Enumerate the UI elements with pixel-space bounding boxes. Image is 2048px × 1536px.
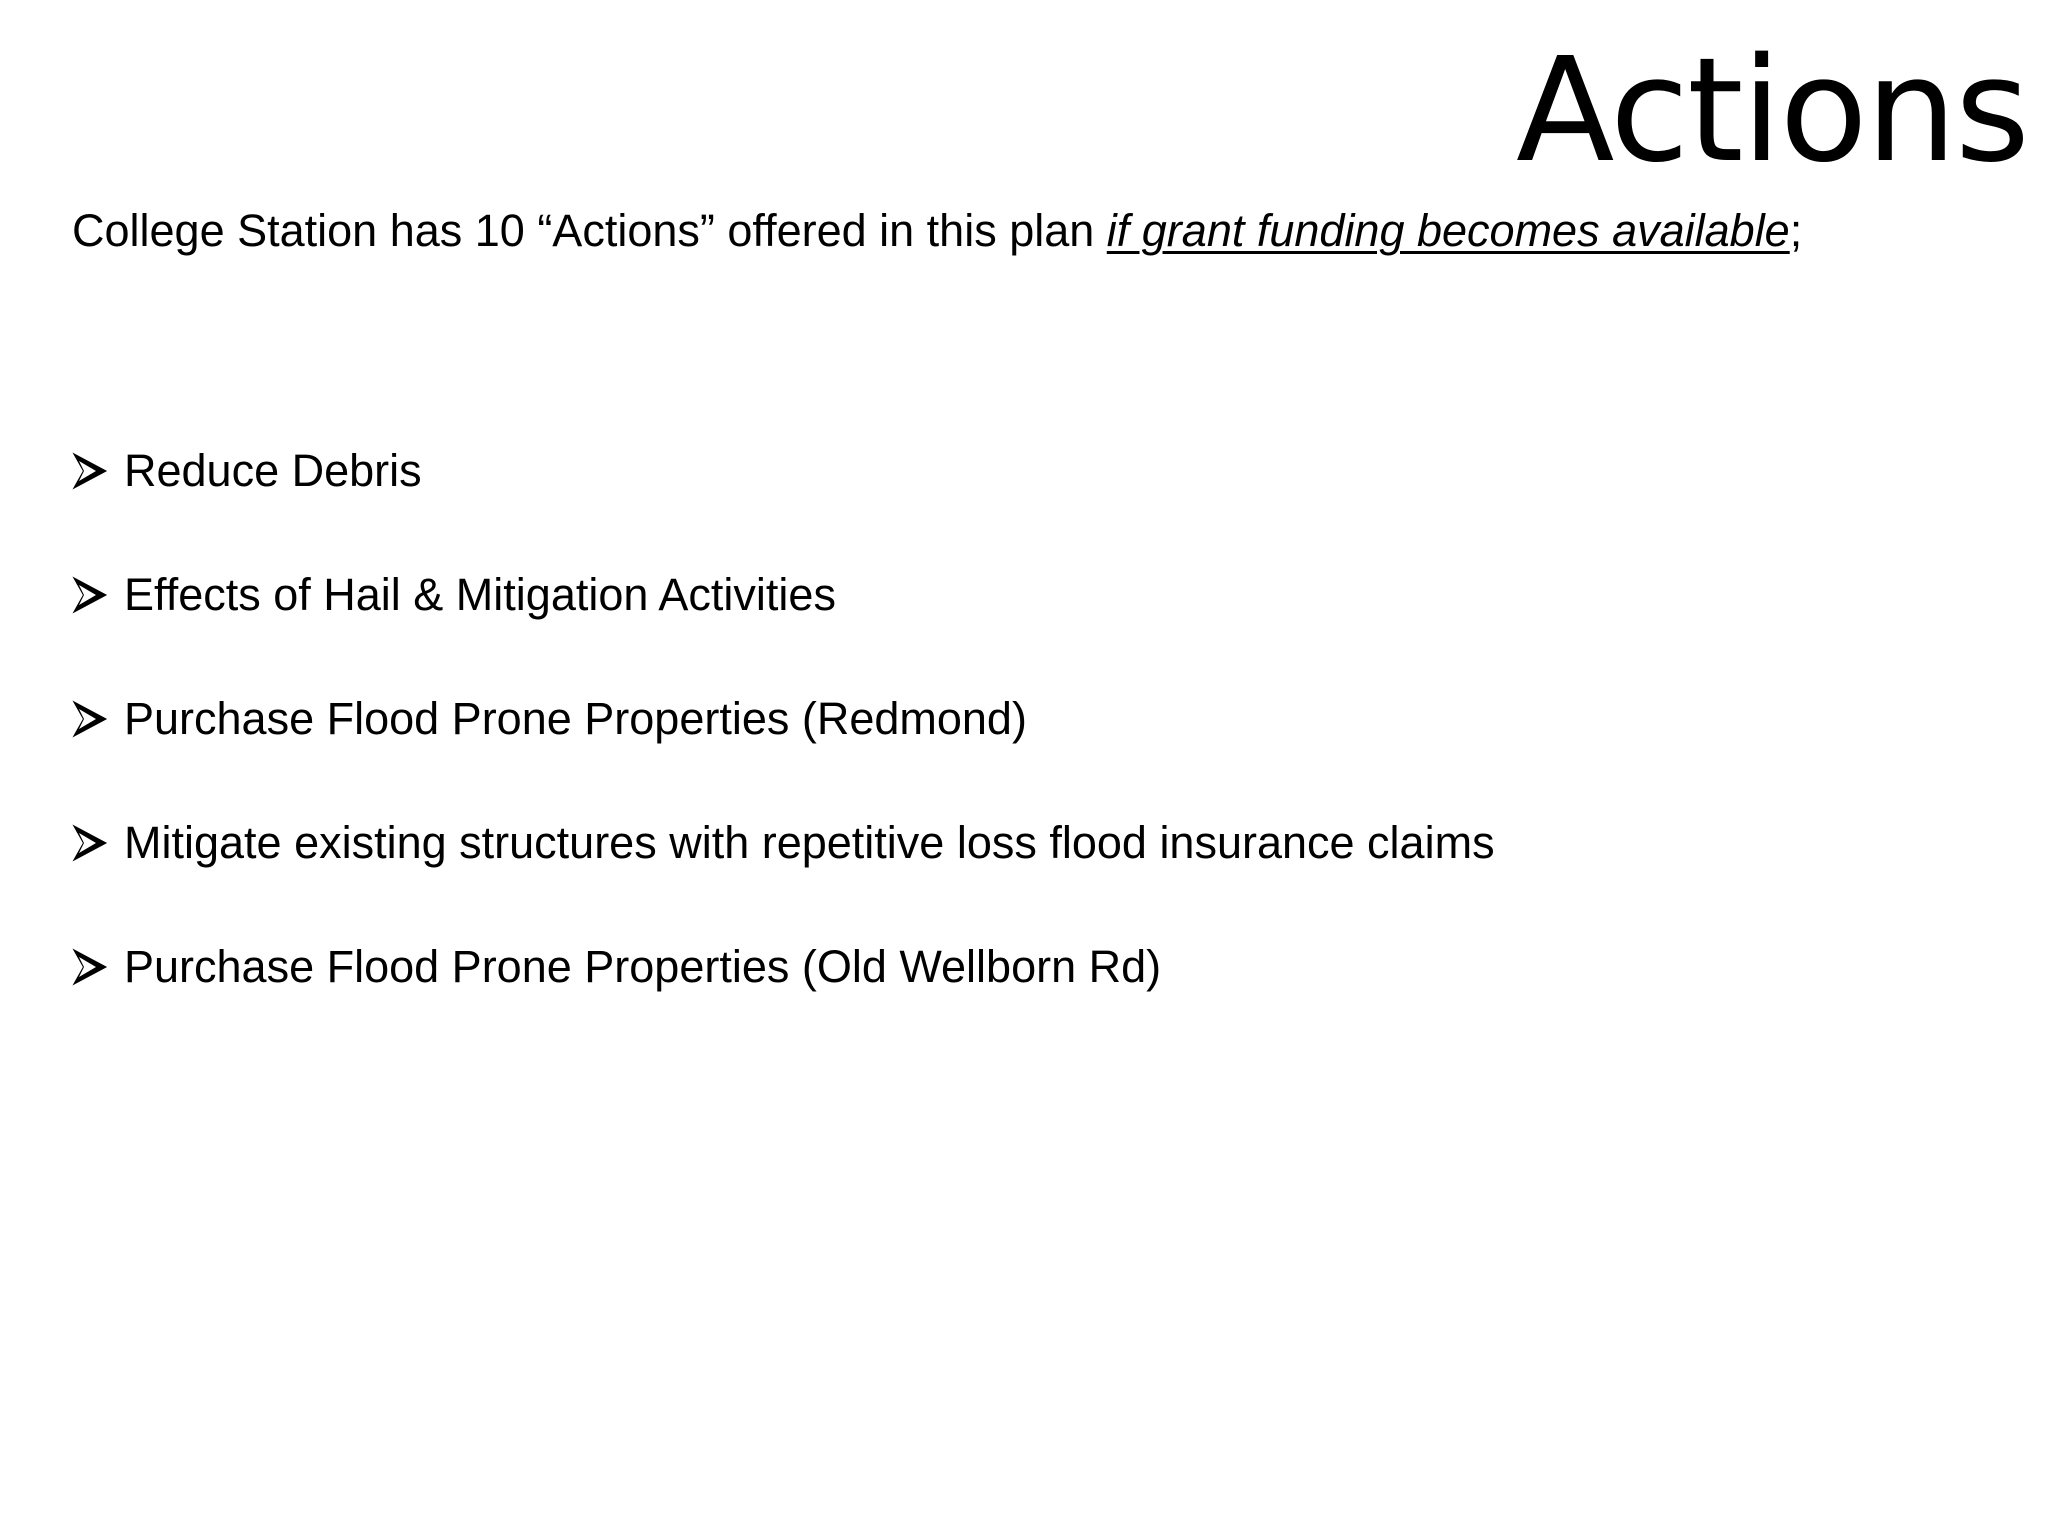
- arrowhead-bullet-icon: [72, 823, 108, 863]
- intro-suffix: ;: [1789, 205, 1803, 256]
- intro-emphasis: if grant funding becomes available: [1106, 205, 1790, 256]
- slide-title: Actions: [1515, 26, 2028, 194]
- action-item: [72, 694, 1495, 818]
- intro-prefix: College Station has 10 “Actions” offered in this plan: [72, 205, 1107, 256]
- arrowhead-bullet-icon: [72, 451, 108, 491]
- action-item: [72, 942, 1495, 1066]
- action-item: [72, 446, 1495, 570]
- action-item: [72, 570, 1495, 694]
- arrowhead-bullet-icon: [72, 699, 108, 739]
- action-item-label: Purchase Flood Prone Properties (Old Wellborn Rd): [124, 941, 1162, 992]
- action-item-label: Mitigate existing structures with repetitive loss flood insurance claims: [124, 817, 1495, 868]
- action-list: [72, 446, 1495, 1066]
- arrowhead-bullet-icon: [72, 575, 108, 615]
- intro-text: [72, 206, 1802, 256]
- action-item-label: Reduce Debris: [124, 445, 422, 496]
- action-item-label: Effects of Hail & Mitigation Activities: [124, 569, 836, 620]
- arrowhead-bullet-icon: [72, 947, 108, 987]
- action-item-label: Purchase Flood Prone Properties (Redmond): [124, 693, 1027, 744]
- action-item: [72, 818, 1495, 942]
